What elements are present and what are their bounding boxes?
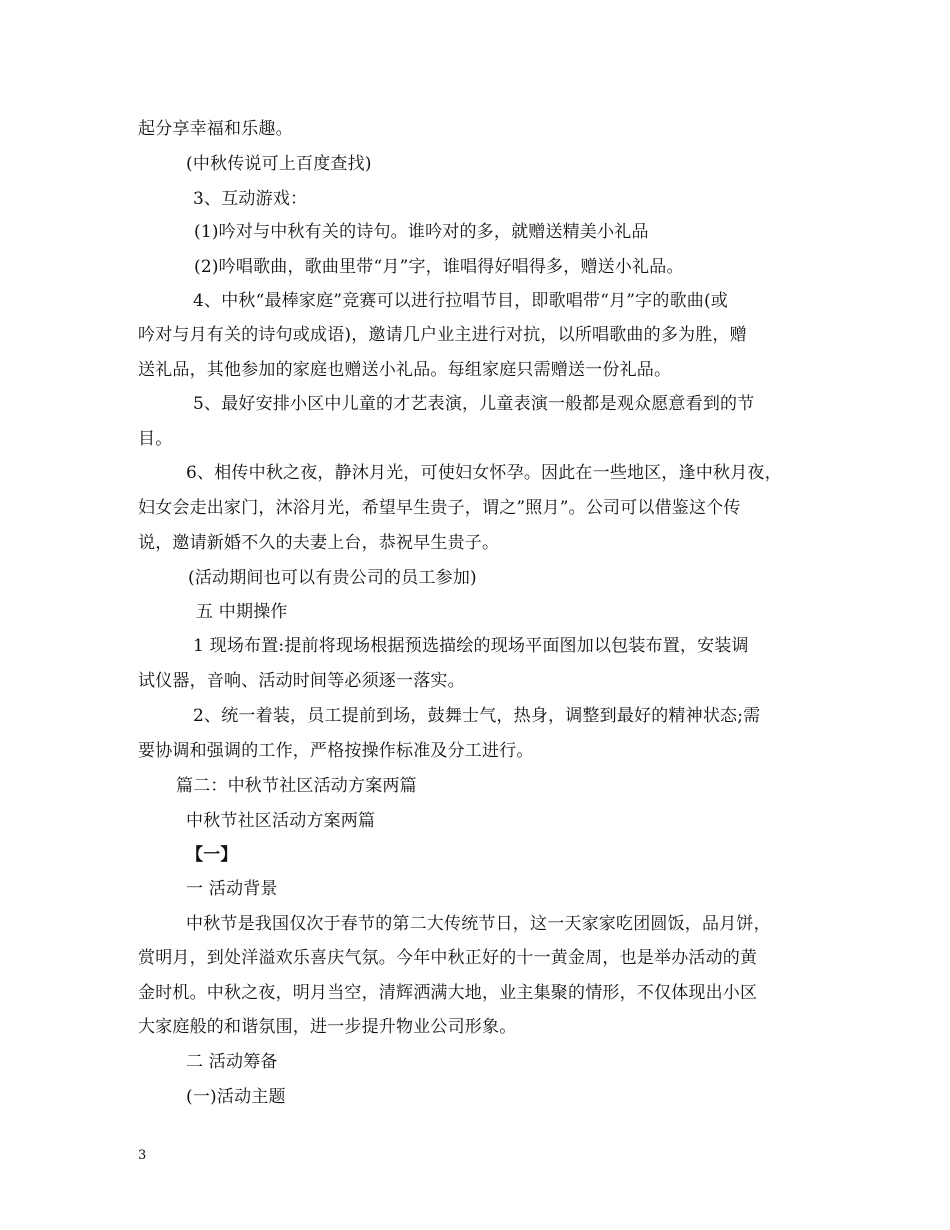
- text-line: 说，邀请新婚不久的夫妻上台，恭祝早生贵子。: [138, 533, 500, 553]
- text-line: 3、互动游戏：: [193, 189, 308, 209]
- section-heading: 二 活动筹备: [186, 1052, 278, 1072]
- text-line: 大家庭般的和谐氛围，进一步提升物业公司形象。: [138, 1017, 517, 1037]
- document-title: 中秋节社区活动方案两篇: [186, 811, 376, 831]
- text-line: (1)吟对与中秋有关的诗句。谁吟对的多，就赠送精美小礼品: [194, 222, 649, 242]
- text-line: 金时机。中秋之夜，明月当空，清辉洒满大地，业主集聚的情形，不仅体现出小区: [138, 983, 758, 1003]
- text-line: (2)吟唱歌曲，歌曲里带“月”字，谁唱得好唱得多，赠送小礼品。: [194, 257, 684, 277]
- text-line: 目。: [138, 429, 173, 449]
- page-number: 3: [138, 1148, 147, 1163]
- text-line: 中秋节是我国仅次于春节的第二大传统节日，这一天家家吃团圆饭，品月饼，: [186, 914, 771, 934]
- text-line: 1 现场布置:提前将现场根据预选描绘的现场平面图加以包装布置，安装调: [193, 636, 749, 656]
- text-line: 4、中秋“最棒家庭”竞赛可以进行拉唱节目，即歌唱带“月”字的歌曲(或: [193, 291, 729, 311]
- text-line: 吟对与月有关的诗句或成语)，邀请几户业主进行对抗，以所唱歌曲的多为胜，赠: [138, 325, 747, 345]
- section-heading: 一 活动背景: [186, 879, 278, 899]
- text-line: 起分享幸福和乐趣。: [138, 119, 293, 139]
- part-marker: 【一】: [186, 845, 238, 865]
- text-line: (中秋传说可上百度查找): [186, 154, 372, 174]
- text-line: 赏明月，到处洋溢欢乐喜庆气氛。今年中秋正好的十一黄金周，也是举办活动的黄: [138, 948, 758, 968]
- text-line: 妇女会走出家门，沐浴月光，希望早生贵子，谓之”照月”。公司可以借鉴这个传: [138, 498, 741, 518]
- section-heading: 五 中期操作: [196, 602, 288, 622]
- text-line: 试仪器，音响、活动时间等必须逐一落实。: [138, 671, 465, 691]
- subsection-heading: (一)活动主题: [186, 1087, 286, 1107]
- text-line: 6、相传中秋之夜，静沐月光，可使妇女怀孕。因此在一些地区，逢中秋月夜，: [186, 463, 782, 483]
- chapter-title: 篇二：中秋节社区活动方案两篇: [176, 776, 417, 796]
- text-line: 2、统一着装，员工提前到场，鼓舞士气，热身，调整到最好的精神状态;需: [193, 706, 761, 726]
- text-line: 5、最好安排小区中儿童的才艺表演，儿童表演一般都是观众愿意看到的节: [193, 394, 755, 414]
- text-line: 送礼品，其他参加的家庭也赠送小礼品。每组家庭只需赠送一份礼品。: [138, 360, 672, 380]
- text-line: (活动期间也可以有贵公司的员工参加): [188, 568, 477, 588]
- text-line: 要协调和强调的工作，严格按操作标准及分工进行。: [138, 741, 534, 761]
